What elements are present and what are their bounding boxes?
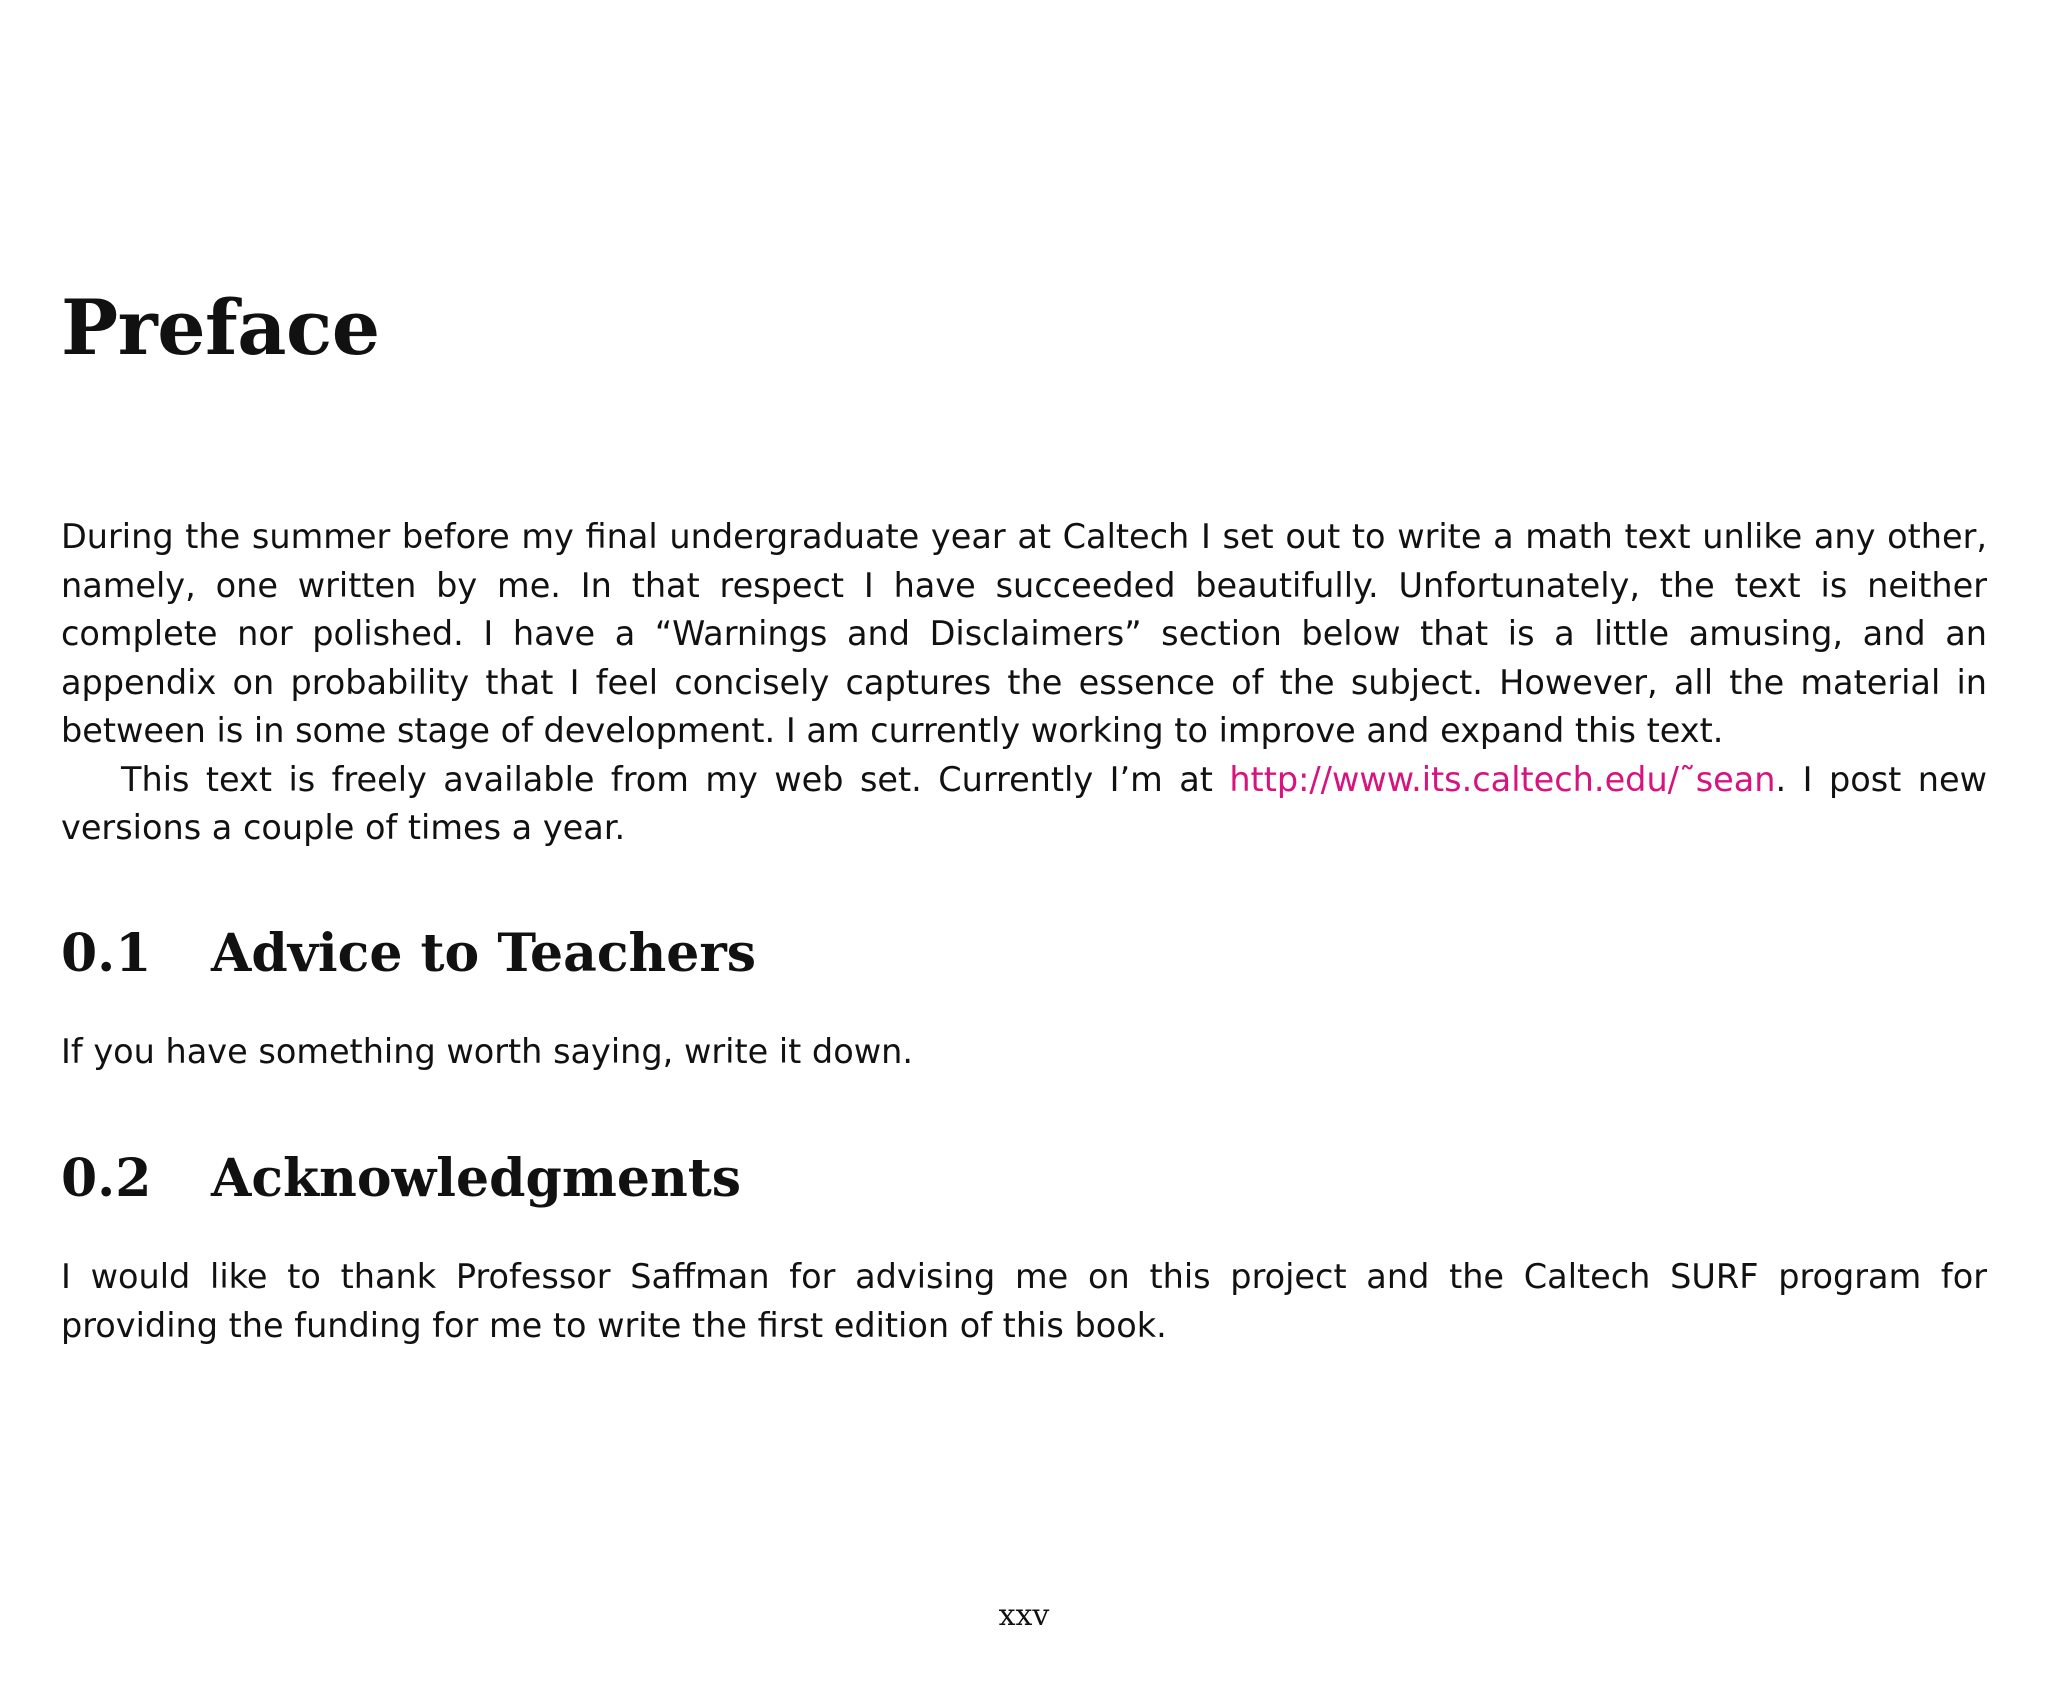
availability-text-continued: . I post new versions a couple of times a year. — [61, 759, 1987, 847]
page-number: xxv — [998, 1598, 1050, 1633]
website-link[interactable]: http://www.its.caltech.edu/˜sean — [1229, 759, 1776, 799]
intro-paragraph: During the summer before my final undergraduate year at Caltech I set out to write a math text unlike any other, namely, one written by me. In that respect I have succeeded beautifully. Unfortunately, the text is neither complete nor polished. I have a “Warnings and Disclaimers” section below that is a little amusing, and an appendix on probability that I feel concisely captures the essence of the subject. However, all the material in between is in some stage of development. I am currently working to improve and expand this text. — [61, 517, 1987, 750]
section-title: Advice to Teachers — [211, 923, 757, 984]
section-heading-acknowledgments — [61, 1148, 742, 1209]
document-page — [61, 0, 1987, 1687]
section-body-advice: If you have something worth saying, write it down. — [61, 1032, 913, 1071]
availability-text: This text is freely available from my web set. Currently I’m at — [121, 759, 1230, 799]
availability-paragraph — [61, 756, 1987, 853]
preface-intro — [61, 513, 1987, 853]
chapter-title: Preface — [61, 283, 380, 372]
section-title: Acknowledgments — [211, 1148, 742, 1209]
section-heading-advice — [61, 923, 757, 984]
section-number: 0.2 — [61, 1148, 152, 1209]
section-number: 0.1 — [61, 923, 152, 984]
section-body-acknowledgments: I would like to thank Professor Saffman for advising me on this project and the Caltech SURF program for providing the funding for me to write the first edition of this book. — [61, 1257, 1987, 1345]
